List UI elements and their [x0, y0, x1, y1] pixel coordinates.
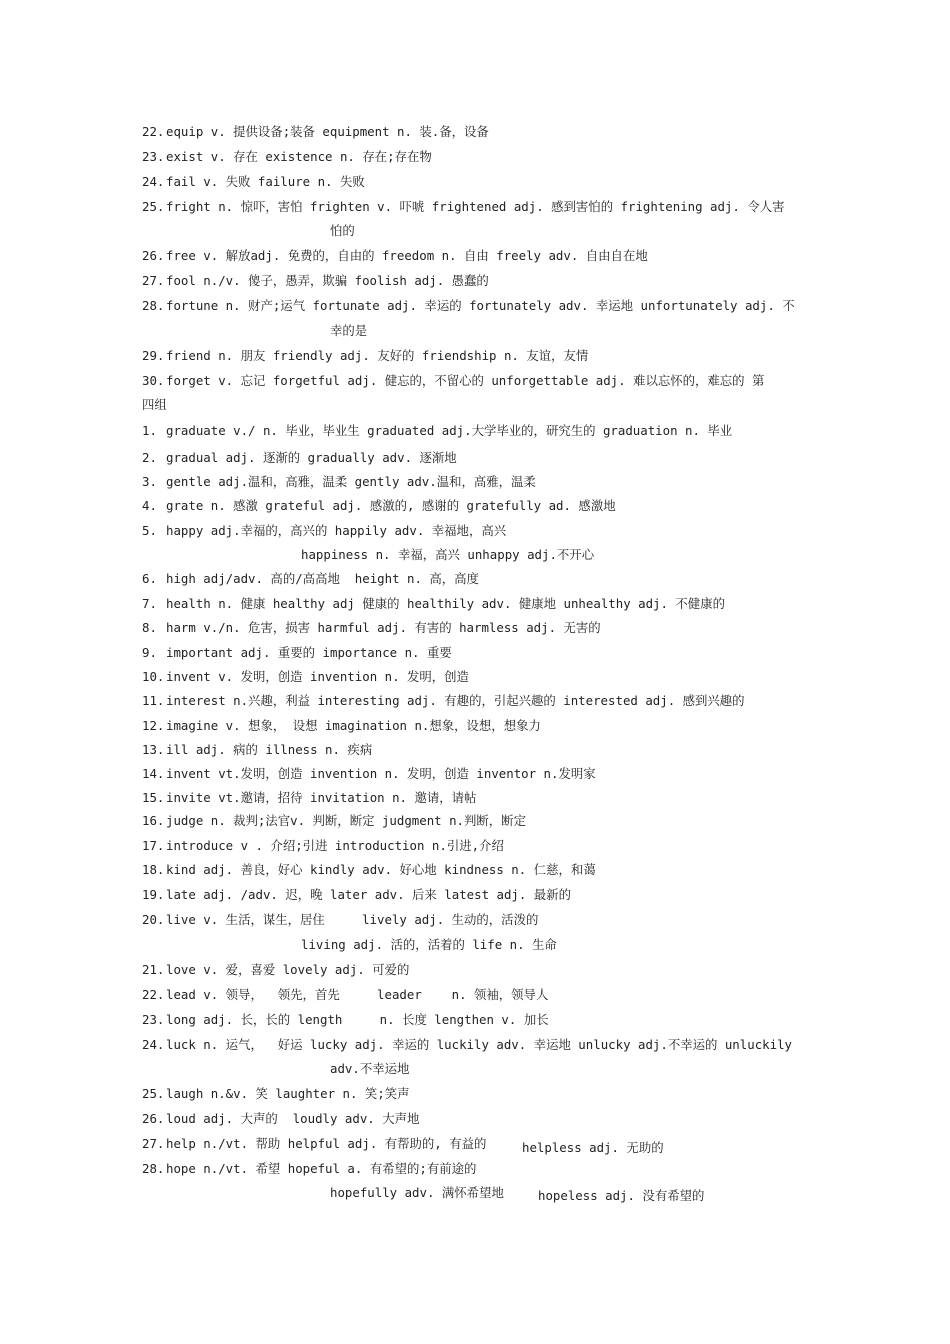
entry-interest [142, 695, 745, 707]
entry-invite [142, 792, 476, 804]
entry-text: late adj. /adv. 迟，晚 later adv. 后来 latest adj. 最新的 [166, 887, 571, 902]
entry-imagine [142, 720, 541, 732]
entry-lead [142, 989, 548, 1001]
entry-introduce [142, 840, 504, 852]
entry-judge [142, 815, 526, 827]
entry-text: forget v. 忘记 forgetful adj. 健忘的，不留心的 unforgettable adj. 难以忘怀的，难忘的 第 [166, 373, 765, 388]
entry-fright-continuation: 怕的 [330, 223, 355, 238]
entry-important [142, 647, 452, 659]
entry-ill [142, 744, 372, 756]
entry-fortune [142, 300, 795, 312]
entry-text: fail v. 失败 failure n. 失败 [166, 174, 365, 189]
entry-number: 27. [142, 273, 165, 288]
entry-free [142, 250, 648, 262]
entry-number: 8. [142, 620, 157, 635]
entry-equip [142, 126, 489, 138]
entry-text: gentle adj.温和，高雅，温柔 gently adv.温和，高雅，温柔 [166, 474, 536, 489]
entry-grate [142, 500, 616, 512]
entry-text: fortune n. 财产;运气 fortunate adj. 幸运的 fortunately adv. 幸运地 unfortunately adj. 不 [166, 298, 795, 313]
entry-number: 26. [142, 248, 165, 263]
entry-number: 13. [142, 742, 165, 757]
entry-gradual [142, 452, 457, 464]
entry-number: 25. [142, 1086, 165, 1101]
entry-text: loud adj. 大声的 loudly adv. 大声地 [166, 1111, 420, 1126]
entry-number: 20. [142, 912, 165, 927]
entry-exist [142, 151, 432, 163]
entry-text: invent vt.发明，创造 invention n. 发明，创造 inventor n.发明家 [166, 766, 596, 781]
entry-number: 19. [142, 887, 165, 902]
entry-number: 15. [142, 790, 165, 805]
entry-number: 2. [142, 450, 157, 465]
entry-number: 1. [142, 423, 157, 438]
entry-luck-continuation: adv.不幸运地 [330, 1061, 410, 1076]
entry-number: 4. [142, 498, 157, 513]
entry-invent [142, 671, 469, 683]
entry-number: 11. [142, 693, 165, 708]
entry-number: 17. [142, 838, 165, 853]
entry-number: 6. [142, 571, 157, 586]
entry-live [142, 914, 538, 926]
entry-text: exist v. 存在 existence n. 存在;存在物 [166, 149, 432, 164]
entry-text: kind adj. 善良，好心 kindly adv. 好心地 kindness n. 仁慈，和蔼 [166, 862, 596, 877]
entry-text: help n./vt. 帮助 helpful adj. 有帮助的, 有益的 [166, 1136, 487, 1151]
entry-hope-aside: hopeless adj. 没有希望的 [538, 1188, 705, 1203]
entry-number: 3. [142, 474, 157, 489]
entry-text: gradual adj. 逐渐的 gradually adv. 逐渐地 [166, 450, 457, 465]
entry-late [142, 889, 571, 901]
entry-text: important adj. 重要的 importance n. 重要 [166, 645, 452, 660]
entry-happy-continuation: happiness n. 幸福，高兴 unhappy adj.不开心 [301, 547, 595, 562]
entry-text: health n. 健康 healthy adj 健康的 healthily adv. 健康地 unhealthy adj. 不健康的 [166, 596, 725, 611]
entry-number: 28. [142, 298, 165, 313]
entry-text: invite vt.邀请，招待 invitation n. 邀请，请帖 [166, 790, 477, 805]
entry-text: luck n. 运气， 好运 lucky adj. 幸运的 luckily adv. 幸运地 unlucky adj.不幸运的 unluckily [166, 1037, 792, 1052]
entry-text: introduce v . 介绍;引进 introduction n.引进,介绍 [166, 838, 504, 853]
entry-text: equip v. 提供设备;装备 equipment n. 装.备，设备 [166, 124, 489, 139]
entry-text: imagine v. 想象， 设想 imagination n.想象，设想，想象力 [166, 718, 541, 733]
entry-fail [142, 176, 365, 188]
entry-text: free v. 解放adj. 免费的，自由的 freedom n. 自由 freely adv. 自由自在地 [166, 248, 648, 263]
entry-text: judge n. 裁判;法官v. 判断，断定 judgment n.判断，断定 [166, 813, 526, 828]
entry-number: 25. [142, 199, 165, 214]
entry-number: 22. [142, 987, 165, 1002]
entry-number: 9. [142, 645, 157, 660]
entry-text: love v. 爱，喜爱 lovely adj. 可爱的 [166, 962, 410, 977]
entry-number: 24. [142, 1037, 165, 1052]
entry-number: 16. [142, 813, 165, 828]
entry-kind [142, 864, 596, 876]
entry-number: 18. [142, 862, 165, 877]
entry-text: graduate v./ n. 毕业，毕业生 graduated adj.大学毕业的，研究生的 graduation n. 毕业 [166, 423, 733, 438]
entry-forget [142, 375, 764, 387]
entry-number: 30. [142, 373, 165, 388]
entry-number: 26. [142, 1111, 165, 1126]
entry-fool [142, 275, 489, 287]
entry-text: grate n. 感激 grateful adj. 感激的, 感谢的 gratefully ad. 感激地 [166, 498, 616, 513]
entry-love [142, 964, 409, 976]
entry-laugh [142, 1088, 410, 1100]
entry-number: 22. [142, 124, 165, 139]
entry-number: 29. [142, 348, 165, 363]
entry-number: 24. [142, 174, 165, 189]
entry-live-continuation: living adj. 活的，活着的 life n. 生命 [301, 937, 557, 952]
entry-help-aside: helpless adj. 无助的 [522, 1140, 664, 1155]
entry-text: lead v. 领导， 领先，首先 leader n. 领袖，领导人 [166, 987, 549, 1002]
entry-text: laugh n.&v. 笑 laughter n. 笑;笑声 [166, 1086, 410, 1101]
entry-text: invent v. 发明，创造 invention n. 发明，创造 [166, 669, 469, 684]
entry-number: 28. [142, 1161, 165, 1176]
entry-gentle [142, 476, 536, 488]
entry-friend [142, 350, 588, 362]
entry-harm [142, 622, 601, 634]
entry-help [142, 1138, 486, 1150]
entry-text: long adj. 长，长的 length n. 长度 lengthen v. 加长 [166, 1012, 549, 1027]
entry-number: 12. [142, 718, 165, 733]
entry-text: interest n.兴趣，利益 interesting adj. 有趣的，引起兴趣的 interested adj. 感到兴趣的 [166, 693, 745, 708]
entry-number: 14. [142, 766, 165, 781]
entry-long [142, 1014, 549, 1026]
entry-number: 21. [142, 962, 165, 977]
entry-health [142, 598, 725, 610]
entry-high [142, 573, 479, 585]
entry-text: live v. 生活，谋生，居住 lively adj. 生动的，活泼的 [166, 912, 539, 927]
entry-fright [142, 201, 785, 213]
entry-text: high adj/adv. 高的/高高地 height n. 高，高度 [166, 571, 479, 586]
entry-number: 27. [142, 1136, 165, 1151]
entry-loud [142, 1113, 419, 1125]
entry-text: hope n./vt. 希望 hopeful a. 有希望的;有前途的 [166, 1161, 477, 1176]
entry-hope-continuation: hopefully adv. 满怀希望地 [330, 1185, 504, 1200]
entry-text: fright n. 惊吓，害怕 frighten v. 吓唬 frightened adj. 感到害怕的 frightening adj. 令人害 [166, 199, 785, 214]
entry-text: happy adj.幸福的，高兴的 happily adv. 幸福地，高兴 [166, 523, 507, 538]
group-heading: 四组 [142, 397, 167, 412]
entry-graduate [142, 425, 732, 437]
entry-happy [142, 525, 506, 537]
entry-fortune-continuation: 幸的是 [330, 323, 368, 338]
entry-hope [142, 1163, 476, 1175]
entry-text: ill adj. 病的 illness n. 疾病 [166, 742, 373, 757]
entry-number: 23. [142, 149, 165, 164]
entry-invent-2 [142, 768, 596, 780]
entry-text: harm v./n. 危害，损害 harmful adj. 有害的 harmless adj. 无害的 [166, 620, 601, 635]
entry-luck [142, 1039, 792, 1051]
entry-number: 7. [142, 596, 157, 611]
entry-number: 23. [142, 1012, 165, 1027]
entry-number: 10. [142, 669, 165, 684]
entry-text: fool n./v. 傻子，愚弄，欺骗 foolish adj. 愚蠢的 [166, 273, 489, 288]
entry-number: 5. [142, 523, 157, 538]
entry-text: friend n. 朋友 friendly adj. 友好的 friendship n. 友谊，友情 [166, 348, 589, 363]
